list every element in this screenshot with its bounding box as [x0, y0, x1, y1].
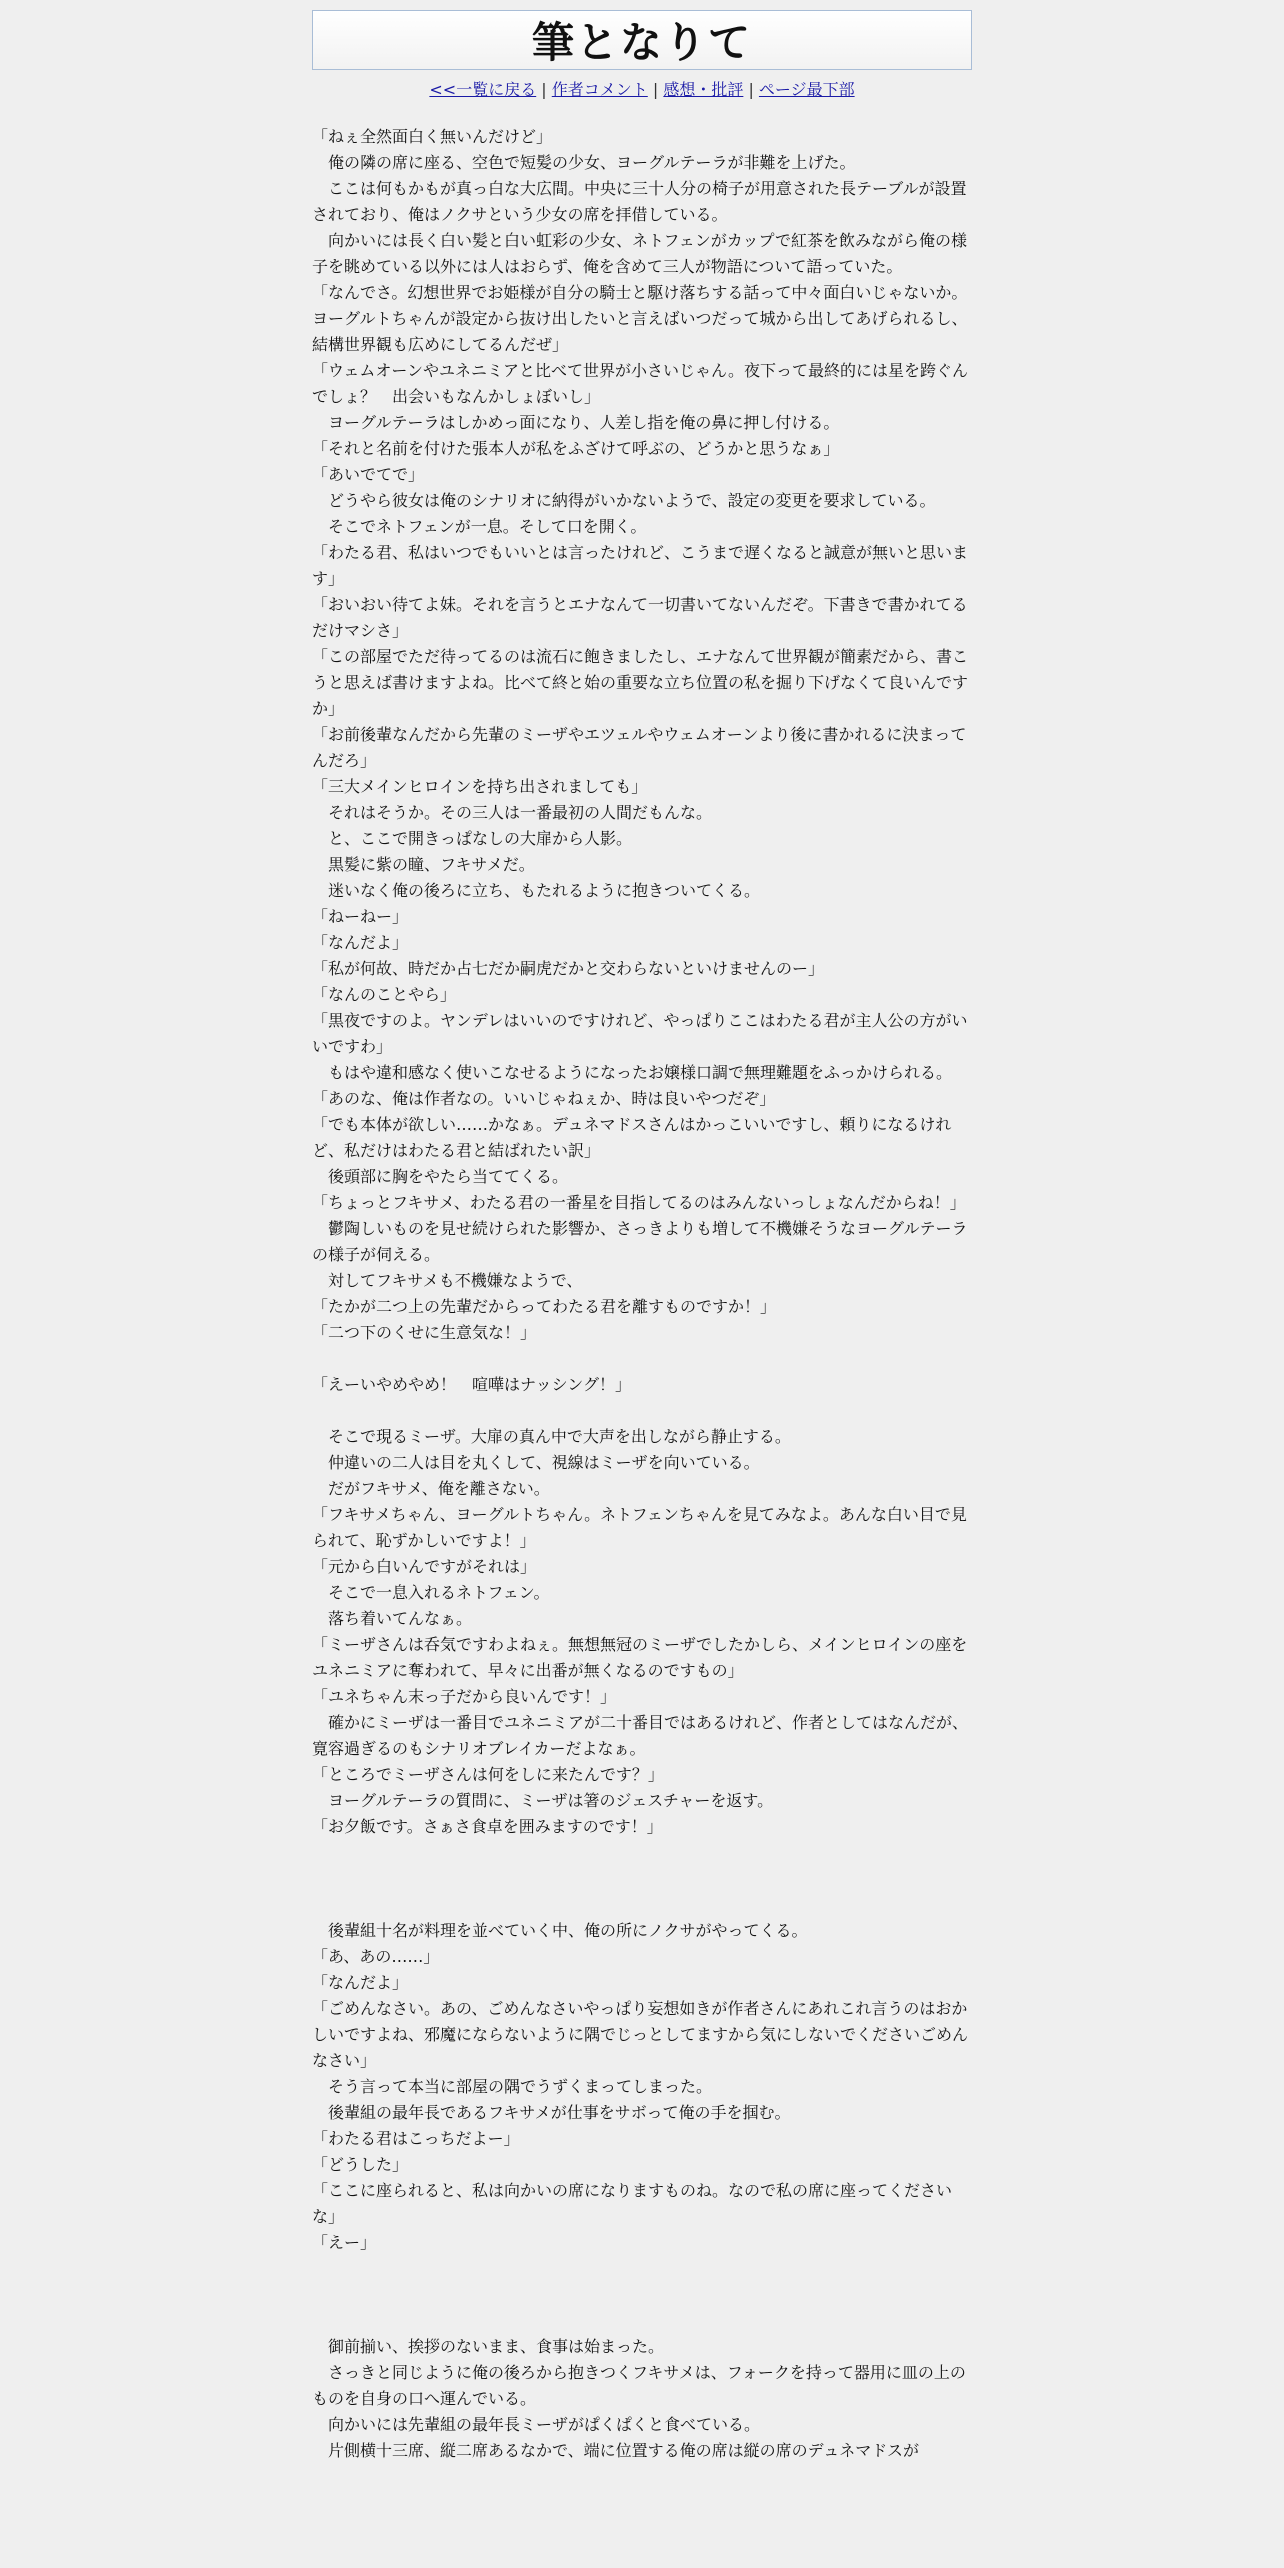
story-paragraph: 確かにミーザは一番目でユネニミアが二十番目ではあるけれど、作者としてはなんだが、寛容過ぎるのもシナリオブレイカーだよなぁ。	[312, 1713, 969, 1758]
story-paragraph: 「二つ下のくせに生意気な！」	[312, 1323, 537, 1342]
story-paragraph: 「お前後輩なんだから先輩のミーザやエツェルやウェムオーンより後に書かれるに決まってんだろ」	[312, 725, 967, 770]
blank-line	[312, 1398, 972, 1424]
story-paragraph: 「ごめんなさい。あの、ごめんなさいやっぱり妄想如きが作者さんにあれこれ言うのはおかしいですよね、邪魔にならないように隅でじっとしてますから気にしないでくださいごめんなさい」	[312, 1999, 969, 2070]
story-paragraph: 迷いなく俺の後ろに立ち、もたれるように抱きついてくる。	[312, 881, 761, 900]
story-paragraph: ヨーグルテーラの質問に、ミーザは箸のジェスチャーを返す。	[312, 1791, 774, 1810]
story-paragraph: 「えー」	[312, 2233, 377, 2252]
story-paragraph: 「なんのことやら」	[312, 985, 457, 1004]
page-bottom-link[interactable]: ページ最下部	[758, 80, 855, 99]
title-box	[312, 10, 972, 70]
story-paragraph: 「ちょっとフキサメ、わたる君の一番星を目指してるのはみんないっしょなんだからね！」	[312, 1193, 966, 1212]
story-paragraph: どうやら彼女は俺のシナリオに納得がいかないようで、設定の変更を要求している。	[312, 491, 936, 510]
story-paragraph: そこで一息入れるネトフェン。	[312, 1583, 550, 1602]
story-paragraph: 鬱陶しいものを見せ続けられた影響か、さっきよりも増して不機嫌そうなヨーグルテーラの様子が伺える。	[312, 1219, 968, 1264]
story-paragraph: 「わたる君、私はいつでもいいとは言ったけれど、こうまで遅くなると誠意が無いと思います」	[312, 543, 969, 588]
story-paragraph: 落ち着いてんなぁ。	[312, 1609, 473, 1628]
story-paragraph: 俺の隣の席に座る、空色で短髪の少女、ヨーグルテーラが非難を上げた。	[312, 153, 856, 172]
story-paragraph: 後輩組の最年長であるフキサメが仕事をサボって俺の手を掴む。	[312, 2103, 791, 2122]
story-paragraph: 「なんだよ」	[312, 1973, 409, 1992]
story-paragraph: 「ミーザさんは呑気ですわよねぇ。無想無冠のミーザでしたかしら、メインヒロインの座をユネニミアに奪われて、早々に出番が無くなるのですもの」	[312, 1635, 968, 1680]
story-paragraph: ここは何もかもが真っ白な大広間。中央に三十人分の椅子が用意された長テーブルが設置されており、俺はノクサという少女の席を拝借している。	[312, 179, 967, 224]
story-paragraph: 「黒夜ですのよ。ヤンデレはいいのですけれど、やっぱりここはわたる君が主人公の方がいいですわ」	[312, 1011, 968, 1056]
story-body	[312, 124, 972, 2464]
story-paragraph: 「わたる君はこっちだよー」	[312, 2129, 520, 2148]
story-paragraph: 「どうした」	[312, 2155, 409, 2174]
story-paragraph: 「ねーねー」	[312, 907, 409, 926]
story-paragraph: 「フキサメちゃん、ヨーグルトちゃん。ネトフェンちゃんを見てみなよ。あんな白い目で見られて、恥ずかしいですよ！」	[312, 1505, 967, 1550]
story-paragraph: さっきと同じように俺の後ろから抱きつくフキサメは、フォークを持って器用に皿の上のものを自身の口へ運んでいる。	[312, 2363, 966, 2408]
story-paragraph: 対してフキサメも不機嫌なようで、	[312, 1271, 583, 1290]
story-paragraph: 「ここに座られると、私は向かいの席になりますものね。なので私の席に座ってくださいな」	[312, 2181, 953, 2226]
story-paragraph: 「ねぇ全然面白く無いんだけど」	[312, 127, 553, 146]
story-paragraph: もはや違和感なく使いこなせるようになったお嬢様口調で無理難題をふっかけられる。	[312, 1063, 953, 1082]
nav-separator: |	[743, 80, 759, 99]
blank-line	[312, 1346, 972, 1372]
review-link[interactable]: 感想・批評	[663, 80, 744, 99]
story-paragraph: 片側横十三席、縦二席あるなかで、端に位置する俺の席は縦の席のデュネマドスが	[312, 2441, 920, 2460]
story-paragraph: 「この部屋でただ待ってるのは流石に飽きましたし、エナなんて世界観が簡素だから、書こうと思えば書けますよね。比べて終と始の重要な立ち位置の私を掘り下げなくて良いんですか」	[312, 647, 969, 718]
story-paragraph: 「ユネちゃん末っ子だから良いんです！」	[312, 1687, 617, 1706]
story-paragraph: 「あのな、俺は作者なの。いいじゃねぇか、時は良いやつだぞ」	[312, 1089, 776, 1108]
story-paragraph: 「なんだよ」	[312, 933, 409, 952]
story-paragraph: 「おいおい待てよ妹。それを言うとエナなんて一切書いてないんだぞ。下書きで書かれてるだけマシさ」	[312, 595, 968, 640]
author-comment-link[interactable]: 作者コメント	[551, 80, 648, 99]
story-paragraph: 向かいには長く白い髪と白い虹彩の少女、ネトフェンがカップで紅茶を飲みながら俺の様子を眺めている以外には人はおらず、俺を含めて三人が物語について語っていた。	[312, 231, 968, 276]
story-paragraph: そう言って本当に部屋の隅でうずくまってしまった。	[312, 2077, 713, 2096]
story-paragraph: 「私が何故、時だか占七だか嗣虎だかと交わらないといけませんのー」	[312, 959, 825, 978]
story-paragraph: そこで現るミーザ。大扉の真ん中で大声を出しながら静止する。	[312, 1427, 791, 1446]
story-paragraph: 「えーいやめやめ！ 喧嘩はナッシング！」	[312, 1375, 631, 1394]
story-paragraph: 向かいには先輩組の最年長ミーザがぱくぱくと食べている。	[312, 2415, 761, 2434]
story-paragraph: 「たかが二つ上の先輩だからってわたる君を離すものですか！」	[312, 1297, 777, 1316]
story-paragraph: 「でも本体が欲しい……かなぁ。デュネマドスさんはかっこいいですし、頼りになるけれど、私だけはわたる君と結ばれたい訳」	[312, 1115, 952, 1160]
page-title: 筆となりて	[531, 18, 752, 67]
blank-line	[312, 2256, 972, 2282]
story-paragraph: 「お夕飯です。さぁさ食卓を囲みますのです！」	[312, 1817, 663, 1836]
story-paragraph: 「あいでてで」	[312, 465, 425, 484]
story-paragraph: 後頭部に胸をやたら当ててくる。	[312, 1167, 569, 1186]
story-paragraph: 「あ、あの……」	[312, 1947, 440, 1966]
story-paragraph: それはそうか。その三人は一番最初の人間だもんな。	[312, 803, 713, 822]
blank-line	[312, 2308, 972, 2334]
story-paragraph: 後輩組十名が料理を並べていく中、俺の所にノクサがやってくる。	[312, 1921, 808, 1940]
story-paragraph: 「それと名前を付けた張本人が私をふざけて呼ぶの、どうかと思うなぁ」	[312, 439, 840, 458]
back-to-list-link[interactable]: <<一覧に戻る	[429, 80, 537, 99]
story-paragraph: 「ところでミーザさんは何をしに来たんです？」	[312, 1765, 664, 1784]
blank-line	[312, 1892, 972, 1918]
story-paragraph: 「三大メインヒロインを持ち出されましても」	[312, 777, 648, 796]
story-paragraph: 「元から白いんですがそれは」	[312, 1557, 537, 1576]
blank-line	[312, 1866, 972, 1892]
story-paragraph: 「ウェムオーンやユネニミアと比べて世界が小さいじゃん。夜下って最終的には星を跨ぐんでしょ？ 出会いもなんかしょぼいし」	[312, 361, 969, 406]
blank-line	[312, 2282, 972, 2308]
story-paragraph: 御前揃い、挨拶のないまま、食事は始まった。	[312, 2337, 665, 2356]
page-container	[312, 0, 972, 2464]
story-paragraph: だがフキサメ、俺を離さない。	[312, 1479, 550, 1498]
nav-separator: |	[647, 80, 664, 99]
story-paragraph: 黒髪に紫の瞳、フキサメだ。	[312, 855, 535, 874]
story-paragraph: 仲違いの二人は目を丸くして、視線はミーザを向いている。	[312, 1453, 760, 1472]
story-paragraph: ヨーグルテーラはしかめっ面になり、人差し指を俺の鼻に押し付ける。	[312, 413, 840, 432]
story-paragraph: 「なんでさ。幻想世界でお姫様が自分の騎士と駆け落ちする話って中々面白いじゃないか。ヨーグルトちゃんが設定から抜け出したいと言えばいつだって城から出してあげられるし、結構世界観も広めにしてるんだぜ」	[312, 283, 968, 354]
story-paragraph: そこでネトフェンが一息。そして口を開く。	[312, 517, 647, 536]
blank-line	[312, 1840, 972, 1866]
story-paragraph: と、ここで開きっぱなしの大扉から人影。	[312, 829, 633, 848]
nav-bar	[312, 80, 972, 100]
nav-separator: |	[536, 80, 552, 99]
